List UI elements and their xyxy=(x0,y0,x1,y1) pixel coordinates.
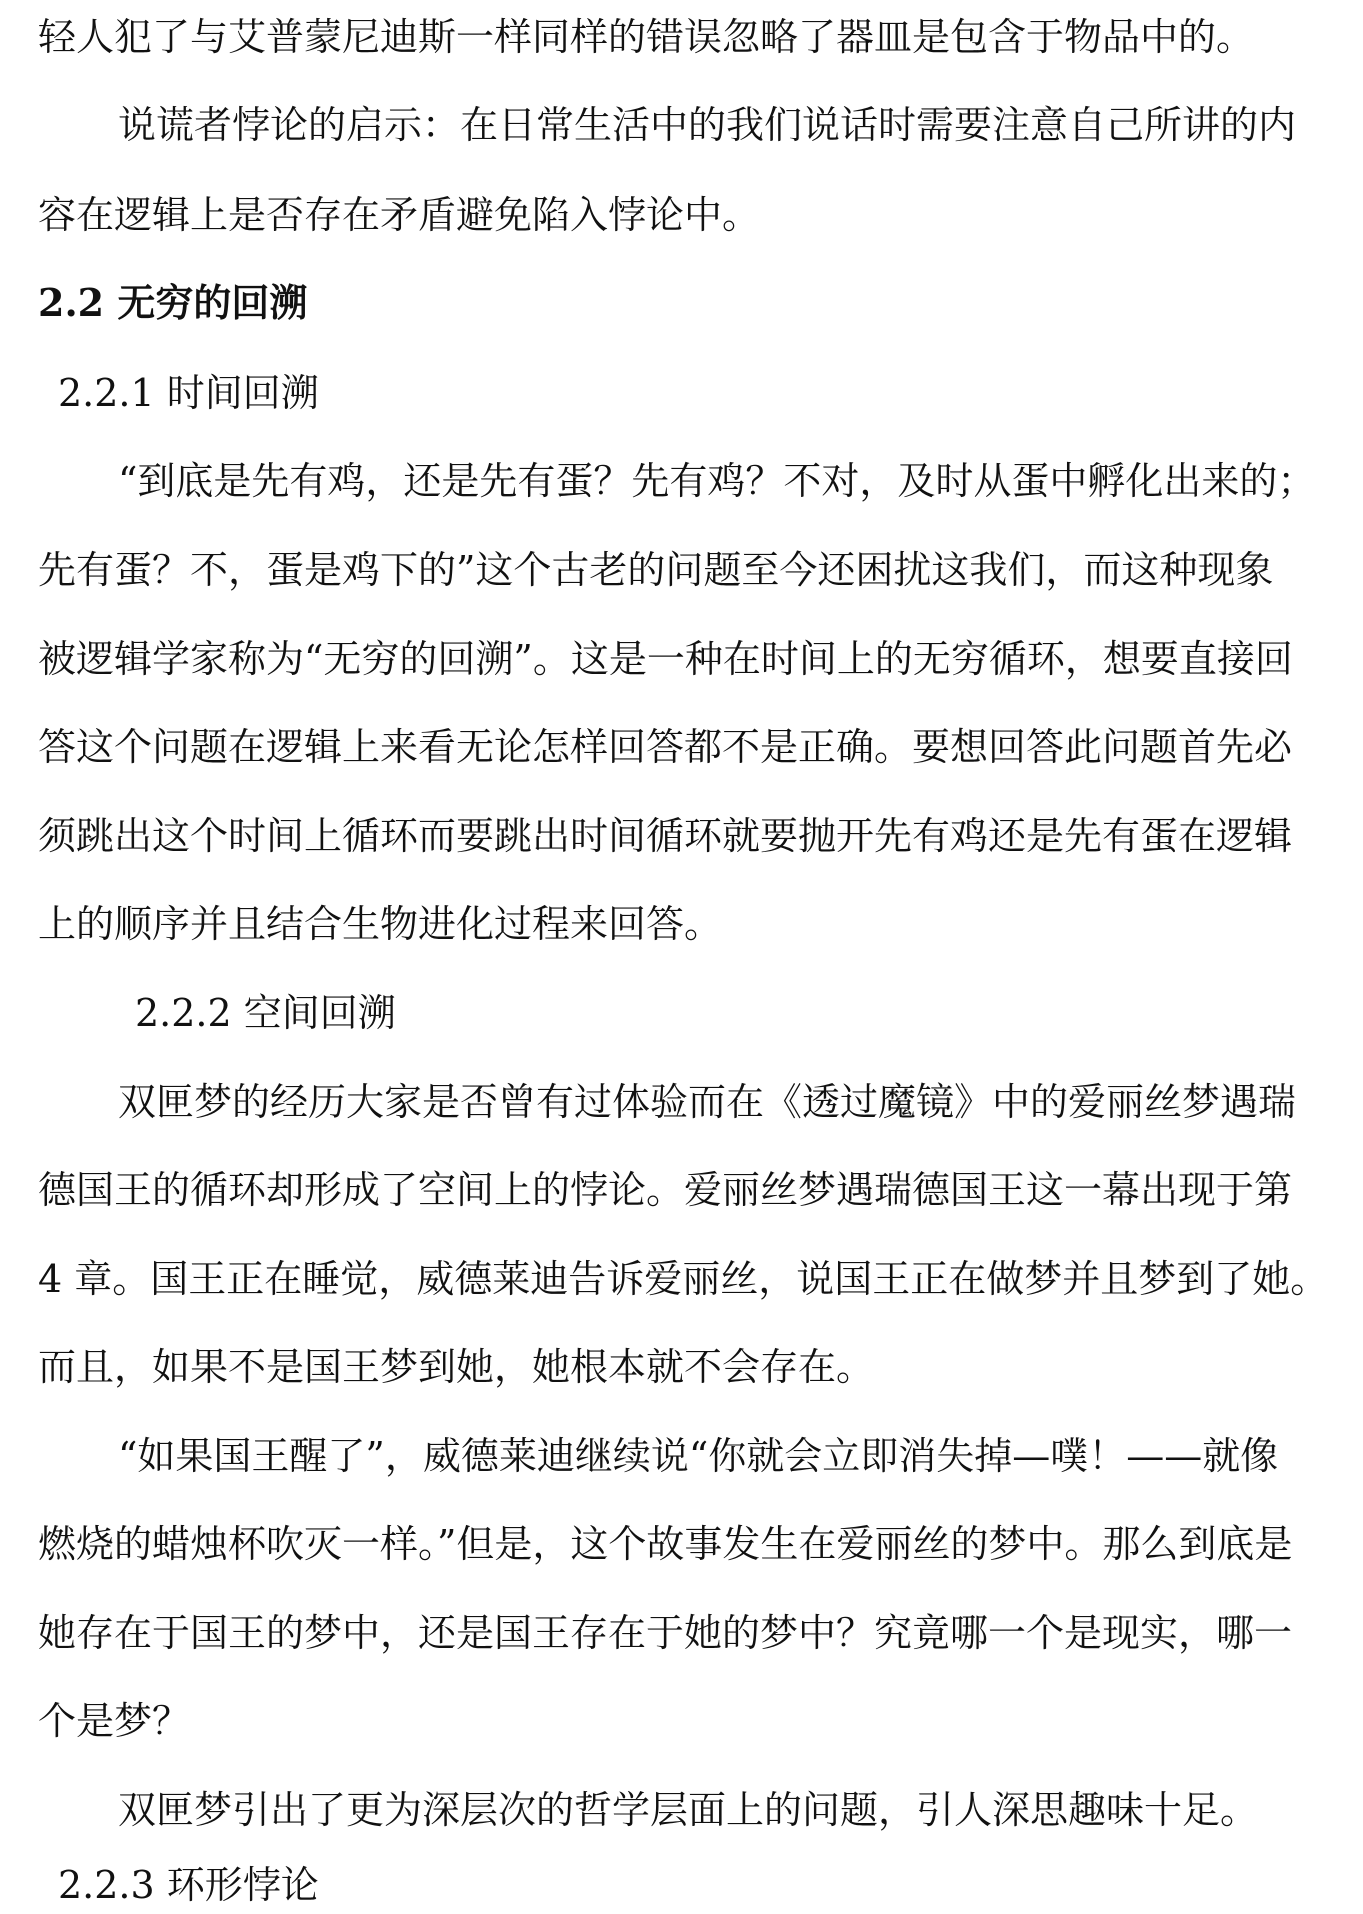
paragraph-line: 须跳出这个时间上循环而要跳出时间循环就要抛开先有鸡还是先有蛋在逻辑 xyxy=(38,814,1293,858)
paragraph-line: 上的顺序并且结合生物进化过程来回答。 xyxy=(38,902,723,946)
paragraph-line: 个是梦？ xyxy=(38,1699,191,1743)
paragraph-line: 轻人犯了与艾普蒙尼迪斯一样同样的错误忽略了器皿是包含于物品中的。 xyxy=(38,15,1255,59)
paragraph-line: 燃烧的蜡烛杯吹灭一样。”但是，这个故事发生在爱丽丝的梦中。那么到底是 xyxy=(38,1522,1293,1566)
paragraph-line: 她存在于国王的梦中，还是国王存在于她的梦中？究竟哪一个是现实，哪一 xyxy=(38,1611,1293,1655)
subsection-heading: 2.2.3 环形悖论 xyxy=(58,1863,319,1907)
paragraph-line: 先有蛋？不，蛋是鸡下的”这个古老的问题至今还困扰这我们，而这种现象 xyxy=(38,548,1274,592)
paragraph-line: “到底是先有鸡，还是先有蛋？先有鸡？不对，及时从蛋中孵化出来的； xyxy=(118,459,1316,503)
paragraph-line: 被逻辑学家称为“无穷的回溯”。这是一种在时间上的无穷循环，想要直接回 xyxy=(38,637,1293,681)
paragraph-line: 说谎者悖论的启示：在日常生活中的我们说话时需要注意自己所讲的内 xyxy=(118,103,1297,147)
subsection-heading: 2.2.2 空间回溯 xyxy=(135,991,396,1035)
paragraph-line: 德国王的循环却形成了空间上的悖论。爱丽丝梦遇瑞德国王这一幕出现于第 xyxy=(38,1168,1293,1212)
paragraph-line: 双匣梦的经历大家是否曾有过体验而在《透过魔镜》中的爱丽丝梦遇瑞 xyxy=(118,1080,1297,1124)
paragraph-line: 而且，如果不是国王梦到她，她根本就不会存在。 xyxy=(38,1345,875,1389)
subsection-heading: 2.2.1 时间回溯 xyxy=(58,371,319,415)
section-heading: 2.2 无穷的回溯 xyxy=(38,280,308,325)
paragraph-line: 双匣梦引出了更为深层次的哲学层面上的问题，引人深思趣味十足。 xyxy=(118,1788,1259,1832)
paragraph-line: 容在逻辑上是否存在矛盾避免陷入悖论中。 xyxy=(38,193,761,237)
paragraph-line: “如果国王醒了”，威德莱迪继续说“你就会立即消失掉—噗！——就像 xyxy=(118,1434,1279,1478)
paragraph-line: 答这个问题在逻辑上来看无论怎样回答都不是正确。要想回答此问题首先必 xyxy=(38,725,1293,769)
paragraph-line: 4 章。国王正在睡觉，威德莱迪告诉爱丽丝，说国王正在做梦并且梦到了她。 xyxy=(38,1257,1329,1301)
